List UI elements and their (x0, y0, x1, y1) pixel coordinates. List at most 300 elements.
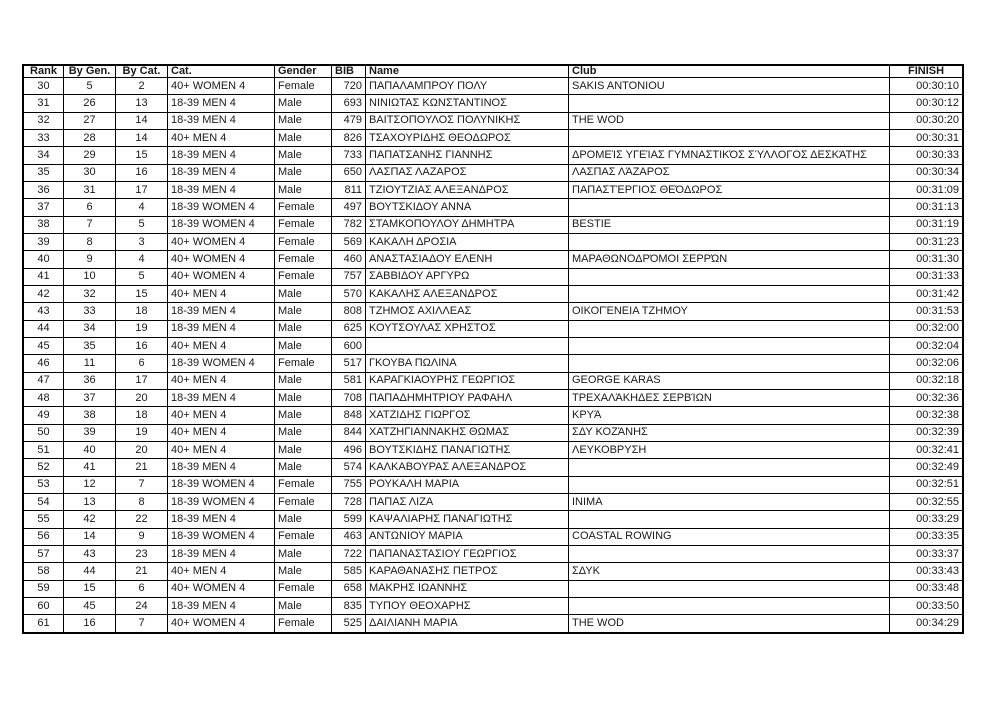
cell-club (569, 233, 890, 250)
table-row (23, 181, 963, 198)
cell-by_gen: 26 (64, 95, 116, 112)
cell-bib: 722 (332, 545, 366, 562)
table-row (23, 511, 963, 528)
cell-by_cat: 16 (116, 164, 168, 181)
cell-bib: 720 (332, 78, 366, 95)
cell-by_gen: 12 (64, 476, 116, 493)
cell-finish: 00:31:42 (890, 285, 964, 302)
cell-name: ΓΚΟΥΒΑ ΠΩΛΙΝΑ (366, 355, 569, 372)
cell-bib: 755 (332, 476, 366, 493)
cell-cat: 18-39 MEN 4 (168, 164, 275, 181)
cell-bib: 625 (332, 320, 366, 337)
cell-by_cat: 4 (116, 251, 168, 268)
cell-gender: Female (275, 528, 332, 545)
cell-bib: 835 (332, 597, 366, 614)
cell-club: ΚΡΥΆ (569, 407, 890, 424)
cell-bib: 517 (332, 355, 366, 372)
cell-club: THE WOD (569, 112, 890, 129)
cell-gender: Male (275, 407, 332, 424)
cell-name: ΤΥΠΟΥ ΘΕΟΧΑΡΗΣ (366, 597, 569, 614)
table-row (23, 95, 963, 112)
cell-name: ΠΑΠΑΣ ΛΙΖΑ (366, 493, 569, 510)
cell-by_cat: 19 (116, 424, 168, 441)
cell-rank: 53 (23, 476, 64, 493)
cell-name: ΠΑΠΑΔΗΜΗΤΡΙΟΥ ΡΑΦΑΗΛ (366, 389, 569, 406)
cell-club (569, 285, 890, 302)
cell-bib: 574 (332, 459, 366, 476)
cell-finish: 00:33:43 (890, 563, 964, 580)
cell-club: ΣΔΥ ΚΟΖΆΝΗΣ (569, 424, 890, 441)
cell-by_gen: 27 (64, 112, 116, 129)
cell-cat: 18-39 WOMEN 4 (168, 199, 275, 216)
cell-rank: 49 (23, 407, 64, 424)
cell-bib: 460 (332, 251, 366, 268)
cell-cat: 18-39 WOMEN 4 (168, 493, 275, 510)
cell-name: ΚΑΡΑΘΑΝΑΣΗΣ ΠΕΤΡΟΣ (366, 563, 569, 580)
cell-gender: Male (275, 424, 332, 441)
table-row (23, 424, 963, 441)
cell-finish: 00:32:41 (890, 441, 964, 458)
cell-by_cat: 14 (116, 112, 168, 129)
race-results-table (22, 64, 964, 634)
table-row (23, 303, 963, 320)
cell-finish: 00:33:35 (890, 528, 964, 545)
cell-by_cat: 20 (116, 441, 168, 458)
cell-gender: Male (275, 147, 332, 164)
column-header-finish: FINISH (890, 65, 964, 78)
table-row (23, 441, 963, 458)
cell-rank: 52 (23, 459, 64, 476)
cell-name: ΣΑΒΒΙΔΟΥ ΑΡΓΥΡΩ (366, 268, 569, 285)
cell-name: ΠΑΠΑΝΑΣΤΑΣΙΟΥ ΓΕΩΡΓΙΟΣ (366, 545, 569, 562)
cell-bib: 848 (332, 407, 366, 424)
cell-club (569, 511, 890, 528)
cell-by_gen: 6 (64, 199, 116, 216)
table-row (23, 78, 963, 95)
cell-club: ΛΑΣΠΑΣ ΛΆΖΑΡΟΣ (569, 164, 890, 181)
cell-cat: 18-39 MEN 4 (168, 545, 275, 562)
cell-finish: 00:31:09 (890, 181, 964, 198)
cell-bib: 585 (332, 563, 366, 580)
cell-by_gen: 28 (64, 129, 116, 146)
cell-gender: Female (275, 251, 332, 268)
cell-gender: Female (275, 476, 332, 493)
cell-by_gen: 11 (64, 355, 116, 372)
cell-by_gen: 43 (64, 545, 116, 562)
cell-club (569, 199, 890, 216)
table-row (23, 337, 963, 354)
cell-club: BESTIE (569, 216, 890, 233)
cell-name: ΤΖΙΟΥΤΖΙΑΣ ΑΛΕΞΑΝΔΡΟΣ (366, 181, 569, 198)
table-row (23, 216, 963, 233)
cell-by_cat: 15 (116, 147, 168, 164)
cell-name: ΤΣΑΧΟΥΡΙΔΗΣ ΘΕΟΔΩΡΟΣ (366, 129, 569, 146)
cell-finish: 00:30:31 (890, 129, 964, 146)
cell-rank: 51 (23, 441, 64, 458)
cell-by_gen: 39 (64, 424, 116, 441)
cell-name: ΒΟΥΤΣΚΙΔΗΣ ΠΑΝΑΓΙΩΤΗΣ (366, 441, 569, 458)
cell-by_gen: 41 (64, 459, 116, 476)
cell-name: ΚΟΥΤΣΟΥΛΑΣ ΧΡΗΣΤΟΣ (366, 320, 569, 337)
cell-by_gen: 34 (64, 320, 116, 337)
cell-gender: Male (275, 459, 332, 476)
cell-gender: Female (275, 216, 332, 233)
cell-by_cat: 5 (116, 268, 168, 285)
cell-name: ΚΑΚΑΛΗΣ ΑΛΕΞΑΝΔΡΟΣ (366, 285, 569, 302)
cell-name (366, 337, 569, 354)
cell-gender: Male (275, 511, 332, 528)
cell-by_gen: 42 (64, 511, 116, 528)
cell-rank: 38 (23, 216, 64, 233)
cell-gender: Male (275, 303, 332, 320)
table-row (23, 147, 963, 164)
cell-rank: 46 (23, 355, 64, 372)
cell-by_cat: 20 (116, 389, 168, 406)
cell-gender: Female (275, 268, 332, 285)
cell-bib: 650 (332, 164, 366, 181)
cell-club: ΤΡΕΧΑΛΆΚΗΔΕΣ ΣΕΡΒΊΩΝ (569, 389, 890, 406)
cell-finish: 00:32:49 (890, 459, 964, 476)
cell-bib: 658 (332, 580, 366, 597)
cell-finish: 00:33:48 (890, 580, 964, 597)
cell-name: ΠΑΠΑΛΑΜΠΡΟΥ ΠΟΛΥ (366, 78, 569, 95)
cell-club: ΔΡΟΜΕΊΣ ΥΓΕΊΑΣ ΓΥΜΝΑΣΤΙΚΌΣ ΣΎΛΛΟΓΟΣ ΔΕΣΚΆΤΗΣ (569, 147, 890, 164)
cell-by_cat: 17 (116, 372, 168, 389)
table-row (23, 545, 963, 562)
cell-by_cat: 7 (116, 615, 168, 633)
cell-name: ΒΑΙΤΣΟΠΟΥΛΟΣ ΠΟΛΥΝΙΚΗΣ (366, 112, 569, 129)
column-header-gender: Gender (275, 65, 332, 78)
cell-name: ΔΑΙΛΙΑΝΗ ΜΑΡΙΑ (366, 615, 569, 633)
cell-club (569, 545, 890, 562)
cell-rank: 32 (23, 112, 64, 129)
cell-gender: Female (275, 615, 332, 633)
cell-name: ΑΝΤΩΝΙΟΥ ΜΑΡΙΑ (366, 528, 569, 545)
cell-bib: 811 (332, 181, 366, 198)
cell-rank: 35 (23, 164, 64, 181)
cell-club (569, 320, 890, 337)
cell-name: ΤΖΗΜΟΣ ΑΧΙΛΛΕΑΣ (366, 303, 569, 320)
cell-by_gen: 40 (64, 441, 116, 458)
cell-rank: 43 (23, 303, 64, 320)
cell-name: ΒΟΥΤΣΚΙΔΟΥ ΑΝΝΑ (366, 199, 569, 216)
cell-gender: Male (275, 181, 332, 198)
cell-rank: 61 (23, 615, 64, 633)
table-row (23, 355, 963, 372)
cell-cat: 40+ MEN 4 (168, 337, 275, 354)
results-table-body (23, 78, 963, 634)
cell-cat: 40+ MEN 4 (168, 407, 275, 424)
cell-cat: 18-39 WOMEN 4 (168, 476, 275, 493)
cell-finish: 00:32:36 (890, 389, 964, 406)
cell-rank: 57 (23, 545, 64, 562)
cell-gender: Male (275, 112, 332, 129)
cell-cat: 18-39 MEN 4 (168, 95, 275, 112)
cell-club (569, 268, 890, 285)
cell-by_gen: 15 (64, 580, 116, 597)
table-row (23, 164, 963, 181)
cell-cat: 18-39 MEN 4 (168, 181, 275, 198)
cell-bib: 708 (332, 389, 366, 406)
cell-rank: 60 (23, 597, 64, 614)
table-row (23, 268, 963, 285)
column-header-name: Name (366, 65, 569, 78)
cell-cat: 18-39 MEN 4 (168, 112, 275, 129)
cell-name: ΚΑΛΚΑΒΟΥΡΑΣ ΑΛΕΞΑΝΔΡΟΣ (366, 459, 569, 476)
cell-by_cat: 15 (116, 285, 168, 302)
cell-club (569, 95, 890, 112)
cell-by_gen: 35 (64, 337, 116, 354)
cell-cat: 40+ MEN 4 (168, 441, 275, 458)
cell-by_cat: 21 (116, 459, 168, 476)
cell-gender: Male (275, 597, 332, 614)
cell-gender: Male (275, 285, 332, 302)
cell-by_gen: 9 (64, 251, 116, 268)
cell-bib: 844 (332, 424, 366, 441)
cell-by_cat: 18 (116, 303, 168, 320)
cell-finish: 00:31:23 (890, 233, 964, 250)
cell-rank: 59 (23, 580, 64, 597)
cell-finish: 00:31:53 (890, 303, 964, 320)
column-header-club: Club (569, 65, 890, 78)
cell-rank: 47 (23, 372, 64, 389)
cell-by_cat: 2 (116, 78, 168, 95)
results-table-header (23, 65, 963, 78)
cell-cat: 40+ WOMEN 4 (168, 78, 275, 95)
cell-finish: 00:33:29 (890, 511, 964, 528)
table-row (23, 129, 963, 146)
cell-finish: 00:32:38 (890, 407, 964, 424)
cell-by_cat: 21 (116, 563, 168, 580)
table-row (23, 597, 963, 614)
cell-finish: 00:31:19 (890, 216, 964, 233)
cell-cat: 18-39 MEN 4 (168, 147, 275, 164)
cell-cat: 18-39 MEN 4 (168, 303, 275, 320)
cell-bib: 479 (332, 112, 366, 129)
cell-by_gen: 13 (64, 493, 116, 510)
cell-rank: 34 (23, 147, 64, 164)
table-row (23, 199, 963, 216)
cell-bib: 782 (332, 216, 366, 233)
cell-by_cat: 18 (116, 407, 168, 424)
cell-club (569, 355, 890, 372)
cell-name: ΠΑΠΑΤΣΑΝΗΣ ΓΙΑΝΝΗΣ (366, 147, 569, 164)
cell-club: ΟΙΚΟΓΈΝΕΙΑ ΤΖΗΜΟΥ (569, 303, 890, 320)
cell-finish: 00:31:33 (890, 268, 964, 285)
cell-bib: 728 (332, 493, 366, 510)
header-row (23, 65, 963, 78)
cell-cat: 18-39 MEN 4 (168, 320, 275, 337)
column-header-by_cat: By Cat. (116, 65, 168, 78)
cell-by_gen: 38 (64, 407, 116, 424)
cell-rank: 30 (23, 78, 64, 95)
cell-gender: Female (275, 233, 332, 250)
cell-by_cat: 6 (116, 580, 168, 597)
cell-bib: 570 (332, 285, 366, 302)
cell-club: ΛΕΥΚΟΒΡΥΣΗ (569, 441, 890, 458)
cell-gender: Male (275, 129, 332, 146)
cell-cat: 18-39 WOMEN 4 (168, 528, 275, 545)
cell-club: ΣΔΥΚ (569, 563, 890, 580)
cell-club (569, 337, 890, 354)
cell-by_gen: 31 (64, 181, 116, 198)
table-row (23, 251, 963, 268)
table-row (23, 476, 963, 493)
cell-bib: 496 (332, 441, 366, 458)
cell-gender: Male (275, 320, 332, 337)
cell-gender: Male (275, 164, 332, 181)
cell-club (569, 580, 890, 597)
cell-by_gen: 5 (64, 78, 116, 95)
cell-by_gen: 45 (64, 597, 116, 614)
table-row (23, 580, 963, 597)
cell-cat: 18-39 WOMEN 4 (168, 355, 275, 372)
cell-by_cat: 24 (116, 597, 168, 614)
table-row (23, 528, 963, 545)
cell-by_gen: 16 (64, 615, 116, 633)
cell-bib: 569 (332, 233, 366, 250)
cell-cat: 40+ MEN 4 (168, 563, 275, 580)
cell-finish: 00:30:34 (890, 164, 964, 181)
cell-finish: 00:32:18 (890, 372, 964, 389)
cell-gender: Female (275, 493, 332, 510)
cell-name: ΧΑΤΖΗΓΙΑΝΝΑΚΗΣ ΘΩΜΑΣ (366, 424, 569, 441)
cell-finish: 00:34:29 (890, 615, 964, 633)
cell-by_gen: 10 (64, 268, 116, 285)
table-row (23, 285, 963, 302)
cell-cat: 40+ WOMEN 4 (168, 615, 275, 633)
cell-rank: 39 (23, 233, 64, 250)
cell-gender: Male (275, 389, 332, 406)
cell-by_gen: 37 (64, 389, 116, 406)
cell-by_gen: 44 (64, 563, 116, 580)
table-row (23, 563, 963, 580)
table-row (23, 112, 963, 129)
cell-bib: 525 (332, 615, 366, 633)
column-header-bib: BIB (332, 65, 366, 78)
cell-bib: 463 (332, 528, 366, 545)
cell-by_cat: 13 (116, 95, 168, 112)
cell-club: ΠΑΠΑΣΤΈΡΓΙΟΣ ΘΕΌΔΩΡΟΣ (569, 181, 890, 198)
cell-by_gen: 36 (64, 372, 116, 389)
cell-by_cat: 3 (116, 233, 168, 250)
cell-finish: 00:32:51 (890, 476, 964, 493)
cell-name: ΑΝΑΣΤΑΣΙΑΔΟΥ ΕΛΕΝΗ (366, 251, 569, 268)
cell-rank: 55 (23, 511, 64, 528)
cell-cat: 18-39 MEN 4 (168, 597, 275, 614)
cell-club: GEORGE KARAS (569, 372, 890, 389)
cell-cat: 40+ WOMEN 4 (168, 233, 275, 250)
cell-by_gen: 7 (64, 216, 116, 233)
cell-by_gen: 33 (64, 303, 116, 320)
cell-finish: 00:32:00 (890, 320, 964, 337)
cell-name: ΚΑΡΑΓΚΙΑΟΥΡΗΣ ΓΕΩΡΓΙΟΣ (366, 372, 569, 389)
cell-cat: 40+ MEN 4 (168, 372, 275, 389)
cell-bib: 599 (332, 511, 366, 528)
cell-cat: 18-39 WOMEN 4 (168, 216, 275, 233)
cell-finish: 00:31:30 (890, 251, 964, 268)
cell-bib: 808 (332, 303, 366, 320)
cell-bib: 757 (332, 268, 366, 285)
cell-by_gen: 29 (64, 147, 116, 164)
cell-by_gen: 30 (64, 164, 116, 181)
cell-club: ΜΑΡΑΘΩΝΟΔΡΌΜΟΙ ΣΕΡΡΏΝ (569, 251, 890, 268)
table-row (23, 493, 963, 510)
cell-name: ΚΑΚΑΛΗ ΔΡΟΣΙΑ (366, 233, 569, 250)
cell-cat: 18-39 MEN 4 (168, 389, 275, 406)
cell-bib: 693 (332, 95, 366, 112)
cell-rank: 33 (23, 129, 64, 146)
cell-by_cat: 7 (116, 476, 168, 493)
table-row (23, 389, 963, 406)
cell-cat: 40+ WOMEN 4 (168, 268, 275, 285)
cell-rank: 36 (23, 181, 64, 198)
cell-rank: 50 (23, 424, 64, 441)
cell-by_cat: 4 (116, 199, 168, 216)
table-row (23, 233, 963, 250)
cell-rank: 41 (23, 268, 64, 285)
cell-bib: 826 (332, 129, 366, 146)
cell-gender: Male (275, 95, 332, 112)
cell-bib: 581 (332, 372, 366, 389)
cell-cat: 40+ WOMEN 4 (168, 251, 275, 268)
column-header-rank: Rank (23, 65, 64, 78)
cell-by_cat: 9 (116, 528, 168, 545)
cell-gender: Female (275, 78, 332, 95)
cell-by_cat: 14 (116, 129, 168, 146)
cell-gender: Male (275, 545, 332, 562)
cell-finish: 00:30:33 (890, 147, 964, 164)
cell-club (569, 476, 890, 493)
cell-by_cat: 23 (116, 545, 168, 562)
cell-rank: 44 (23, 320, 64, 337)
cell-cat: 40+ MEN 4 (168, 424, 275, 441)
cell-name: ΜΑΚΡΗΣ ΙΩΑΝΝΗΣ (366, 580, 569, 597)
cell-by_cat: 8 (116, 493, 168, 510)
cell-rank: 54 (23, 493, 64, 510)
cell-name: ΧΑΤΖΙΔΗΣ ΓΙΩΡΓΟΣ (366, 407, 569, 424)
cell-finish: 00:32:04 (890, 337, 964, 354)
cell-rank: 40 (23, 251, 64, 268)
cell-gender: Female (275, 199, 332, 216)
cell-club: THE WOD (569, 615, 890, 633)
cell-name: ΣΤΑΜΚΟΠΟΥΛΟΥ ΔΗΜΗΤΡΑ (366, 216, 569, 233)
table-row (23, 615, 963, 633)
cell-gender: Male (275, 441, 332, 458)
cell-name: ΛΑΣΠΑΣ ΛΑΖΑΡΟΣ (366, 164, 569, 181)
table-row (23, 407, 963, 424)
column-header-cat: Cat. (168, 65, 275, 78)
cell-by_cat: 17 (116, 181, 168, 198)
table-row (23, 372, 963, 389)
cell-rank: 45 (23, 337, 64, 354)
cell-gender: Female (275, 580, 332, 597)
cell-finish: 00:32:55 (890, 493, 964, 510)
cell-rank: 37 (23, 199, 64, 216)
cell-gender: Male (275, 372, 332, 389)
cell-bib: 497 (332, 199, 366, 216)
cell-by_cat: 22 (116, 511, 168, 528)
cell-rank: 56 (23, 528, 64, 545)
cell-finish: 00:32:06 (890, 355, 964, 372)
cell-cat: 40+ WOMEN 4 (168, 580, 275, 597)
cell-club: COASTAL ROWING (569, 528, 890, 545)
cell-gender: Female (275, 355, 332, 372)
cell-club (569, 597, 890, 614)
cell-by_gen: 8 (64, 233, 116, 250)
cell-club (569, 129, 890, 146)
cell-by_cat: 19 (116, 320, 168, 337)
